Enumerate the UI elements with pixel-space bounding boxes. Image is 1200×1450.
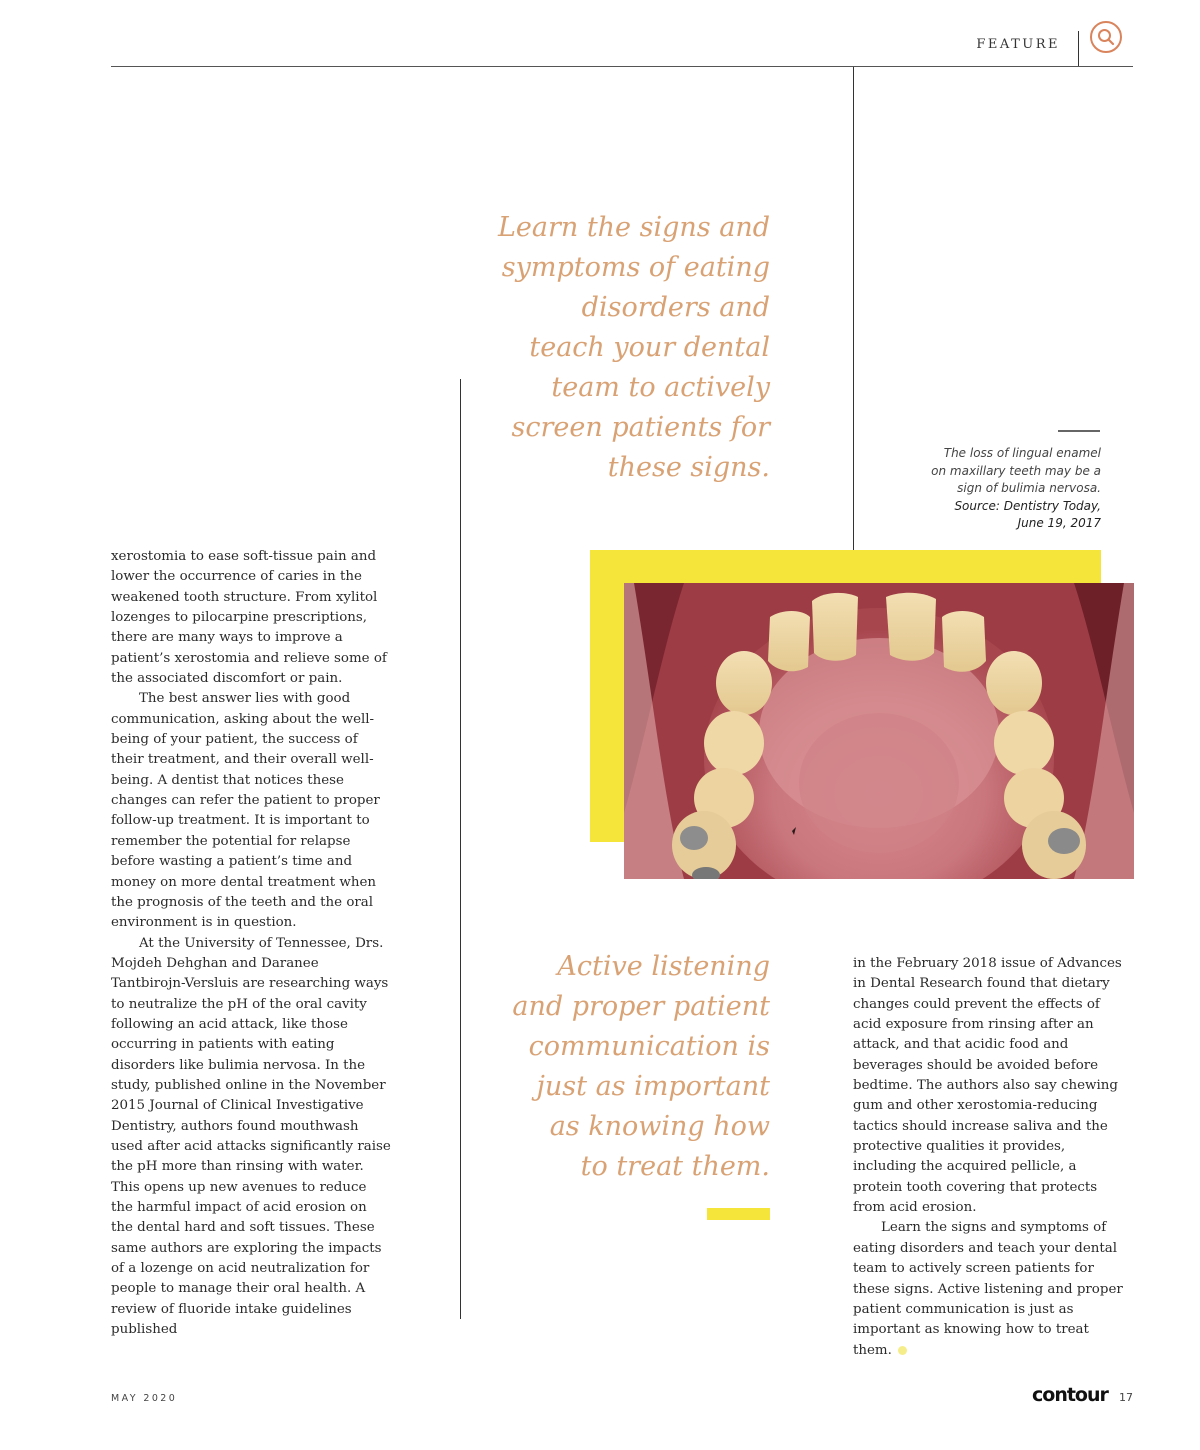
pullquote-line: screen patients for [511, 412, 770, 443]
end-mark-icon [898, 1346, 907, 1355]
pullquote-line: as knowing how [549, 1111, 770, 1142]
photo-caption [900, 445, 1101, 533]
pullquote-top [480, 208, 770, 488]
magazine-logo: contour [1032, 1384, 1108, 1406]
caption-source-date: June 19, 2017 [1017, 516, 1101, 531]
issue-date: MAY 2020 [111, 1393, 178, 1404]
section-label: FEATURE [976, 37, 1060, 52]
caption-line: sign of bulimia nervosa. [957, 481, 1101, 496]
header-rule [111, 66, 1133, 67]
caption-line: The loss of lingual enamel [943, 446, 1101, 460]
body-paragraph: At the University of Tennessee, Drs. Mojdeh Dehghan and Daranee Tantbirojn-Versluis are researching ways to neutralize the pH of the oral cavity following an acid attack, like those occurring in patients with eating disorders like bulimia nervosa. In the study, published online in the November 2015 Journal of Clinical Investigative Dentistry, authors found mouthwash used after acid attacks significantly raise the pH more than rinsing with water. This opens up new avenues to reduce the harmful impact of acid erosion on the dental hard and soft tissues. These same authors are exploring the impacts of a lozenge on acid neutralization for people to manage their oral health. A review of fluoride intake guidelines published [111, 935, 391, 1338]
pullquote-line: team to actively [551, 372, 770, 403]
column-divider-left [460, 379, 461, 1319]
pullquote-line: and proper patient [512, 991, 770, 1022]
article-body-left [111, 547, 391, 1340]
pullquote-line: these signs. [607, 452, 770, 483]
pullquote-line: communication is [528, 1031, 770, 1062]
pullquote-bottom [480, 947, 770, 1187]
pullquote-line: Active listening [557, 951, 770, 982]
page-number: 17 [1119, 1391, 1133, 1404]
pullquote-line: Learn the signs and [497, 212, 770, 243]
body-paragraph: xerostomia to ease soft-tissue pain and lower the occurrence of caries in the weakened tooth structure. From xylitol lozenges to pilocarpine prescriptions, there are many ways to improve a patient’s xerostomia and relieve some of the associated discomfort or pain. [111, 549, 387, 687]
pullquote-line: disorders and [581, 292, 770, 323]
body-paragraph-text: Learn the signs and symptoms of eating disorders and teach your dental team to actively screen patients for these signs. Active listening and proper patient communication is just as important as knowing how to treat them. [853, 1220, 1123, 1358]
dental-photo [624, 583, 1134, 879]
caption-line: on maxillary teeth may be a [931, 463, 1101, 478]
accent-bar [707, 1208, 770, 1220]
caption-rule [1058, 430, 1100, 432]
header-divider [1078, 31, 1079, 67]
article-body-right [853, 954, 1128, 1361]
body-paragraph: in the February 2018 issue of Advances in Dental Research found that dietary changes could prevent the effects of acid exposure from rinsing after an attack, and that acidic food and beverages should be avoided before bedtime. The authors also say chewing gum and other xerostomia-reducing tactics should increase saliva and the protective qualities it provides, including the acquired pellicle, a protein tooth covering that protects from acid erosion. [853, 956, 1122, 1216]
body-paragraph-final [853, 1218, 1128, 1360]
body-paragraph: The best answer lies with good communication, asking about the well-being of your patient, the success of their treatment, and their overall well-being. A dentist that notices these changes can refer the patient to proper follow-up treatment. It is important to remember the potential for relapse before wasting a patient’s time and money on more dental treatment when the prognosis of the teeth and the oral environment is in question. [111, 691, 380, 931]
search-button[interactable] [1090, 21, 1122, 53]
pullquote-line: just as important [536, 1071, 770, 1102]
pullquote-line: to treat them. [580, 1151, 770, 1182]
pullquote-line: symptoms of eating [501, 252, 770, 283]
caption-source: Source: Dentistry Today, [954, 498, 1101, 513]
pullquote-line: teach your dental [529, 332, 770, 363]
column-divider-right [853, 67, 854, 550]
